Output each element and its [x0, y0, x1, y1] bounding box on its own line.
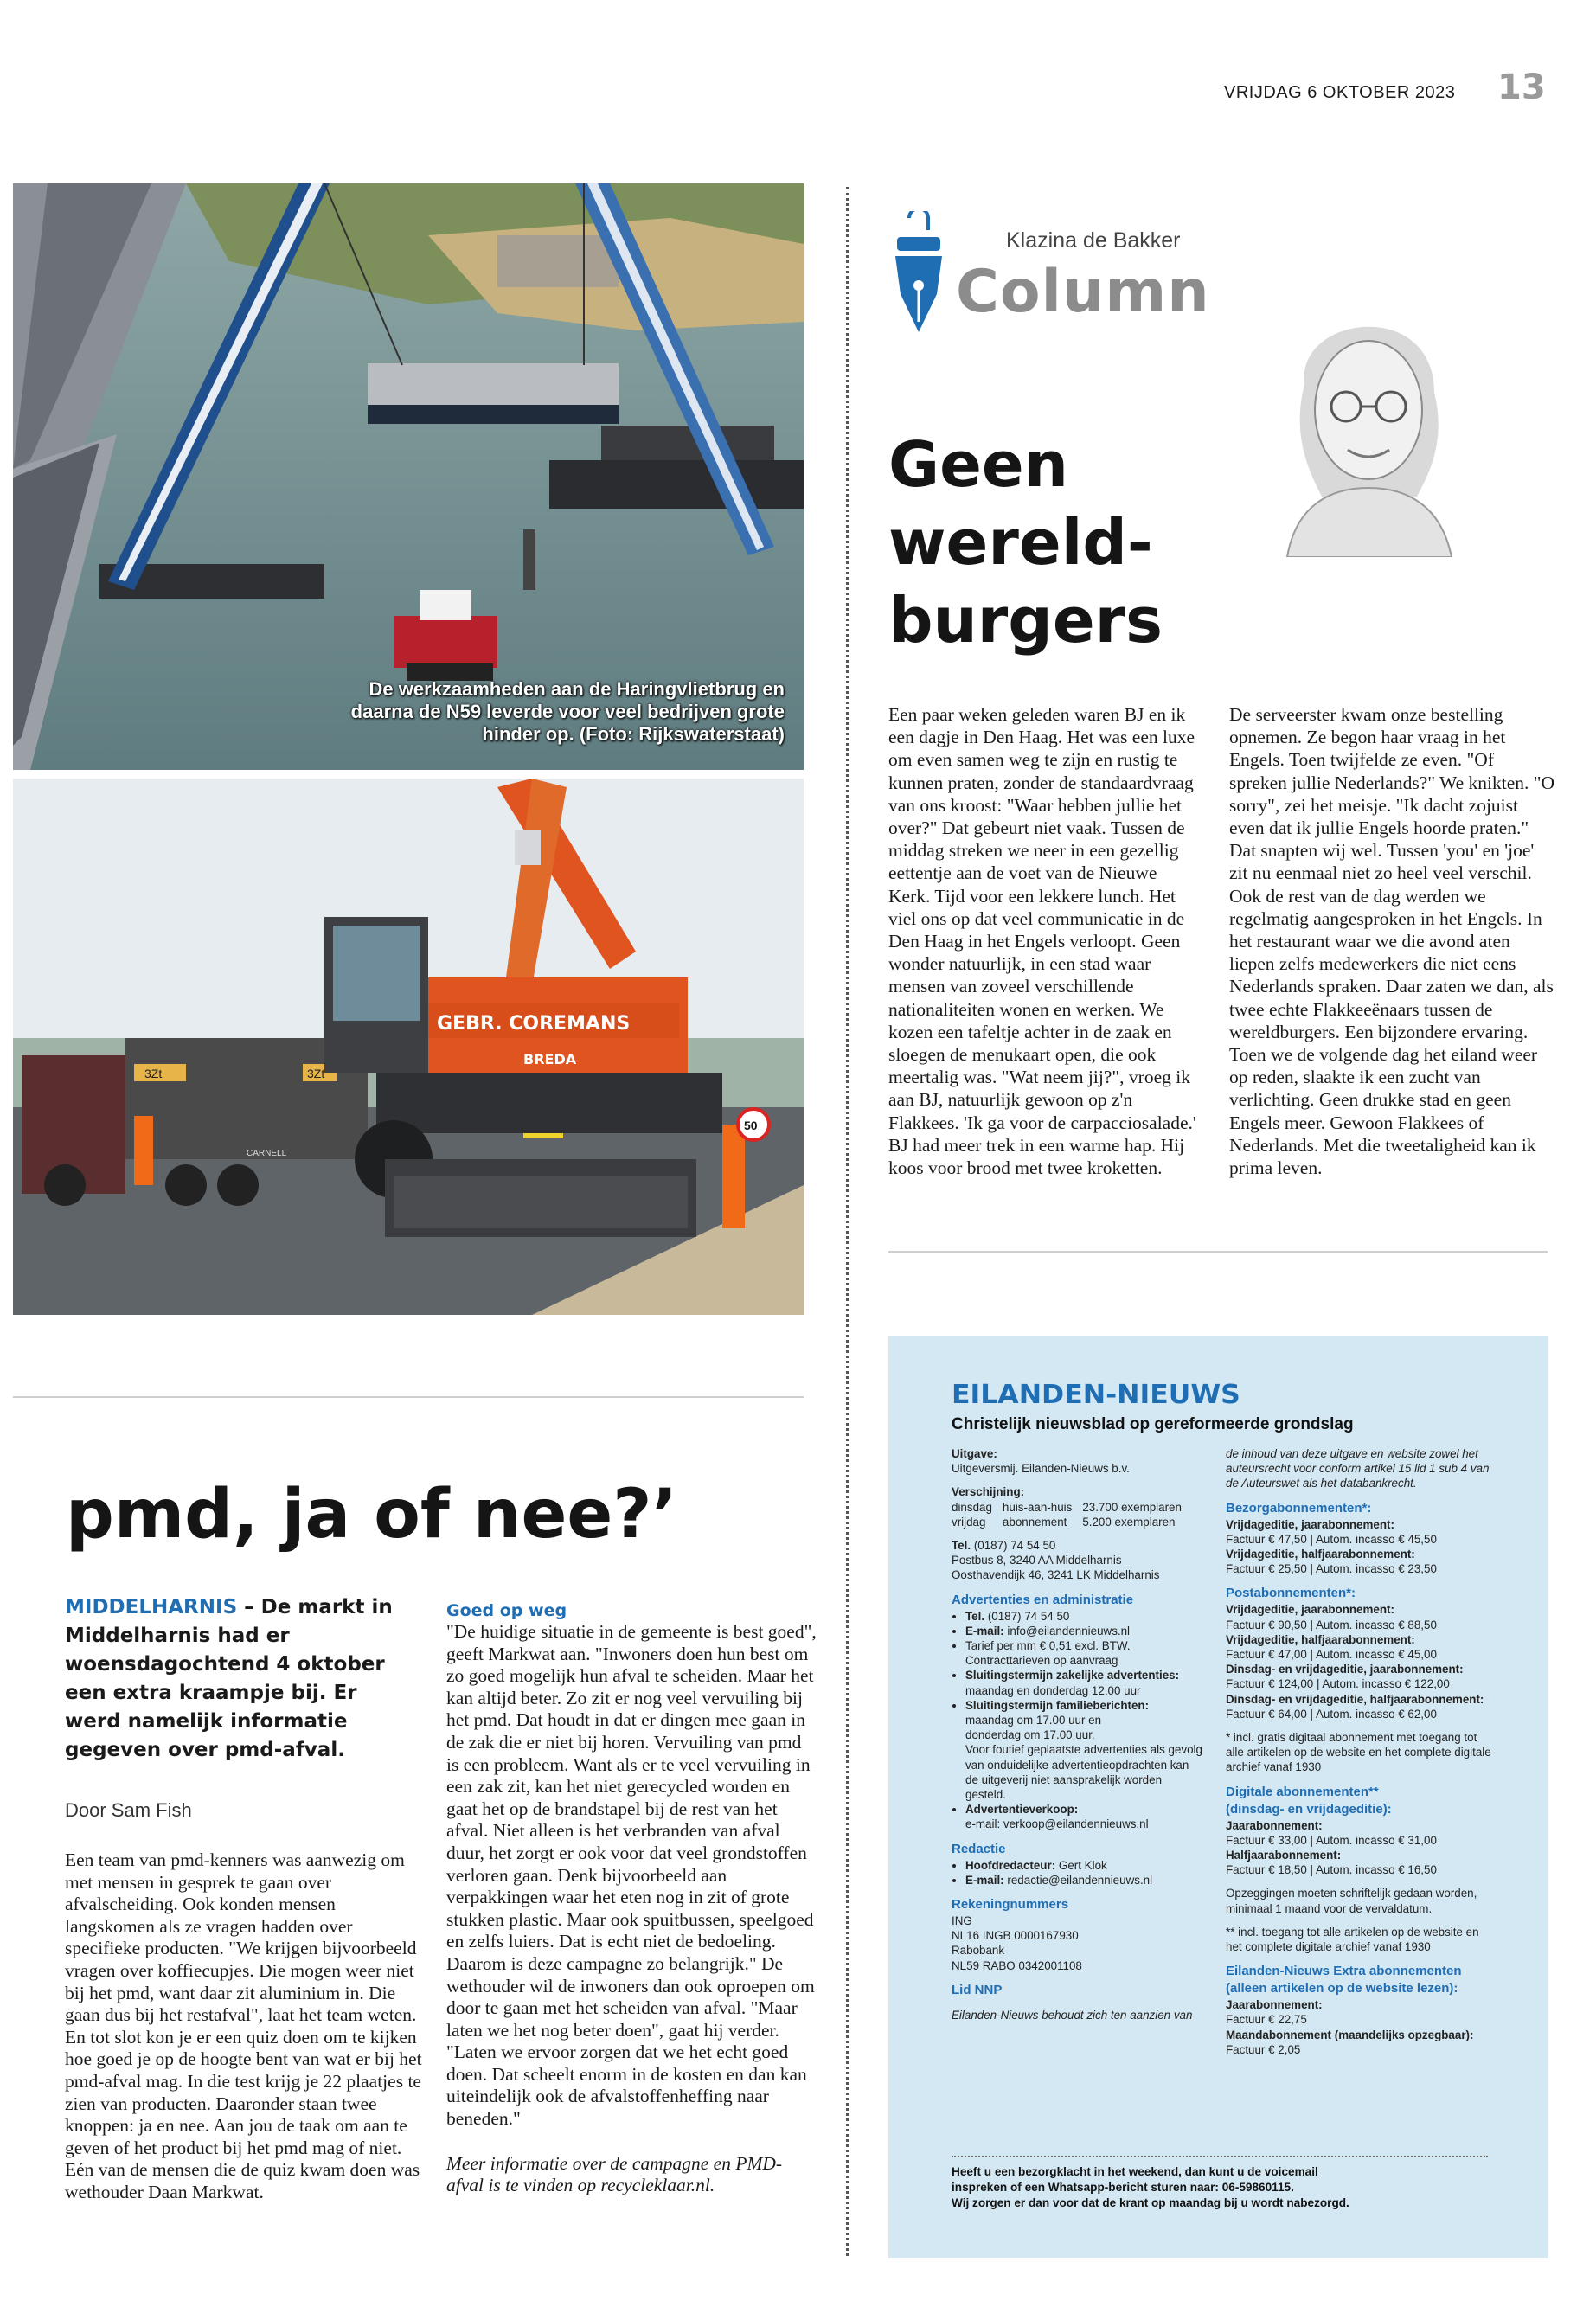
sub-label: Jaarabonnement: [1226, 1818, 1323, 1832]
newspaper-logo: EILANDEN-NIEUWS [952, 1380, 1240, 1410]
issue-date: VRIJDAG 6 OKTOBER 2023 [1224, 83, 1456, 102]
sub-price: Factuur € 90,50 | Autom. incasso € 88,50 [1226, 1618, 1437, 1631]
article-title: pmd, ja of nee?’ [66, 1476, 678, 1554]
colophon-box [888, 1336, 1548, 2258]
recht-start: Eilanden-Nieuws behoudt zich ten aanzien van [952, 2008, 1193, 2022]
article-subhead: Goed op weg [446, 1601, 567, 1620]
lead-place: MIDDELHARNIS [65, 1596, 238, 1618]
column-end-rule [888, 1251, 1548, 1253]
bezorg-heading: Bezorgabonnementen*: [1226, 1500, 1372, 1516]
tel-line: Tel. (0187) 74 54 50 [952, 1539, 1056, 1553]
article-byline: Door Sam Fish [65, 1799, 192, 1821]
digital-heading: Digitale abonnementen** [1226, 1784, 1379, 1799]
photo-caption: De werkzaamheden aan de Haringvlietbrug en daarna de N59 leverde voor veel bedrijven grote hinder op. (Foto: Rijkswaterstaat) [350, 678, 785, 745]
colophon-footer [952, 2156, 1488, 2211]
list-item: • Tel. (0187) 74 54 50 [965, 1609, 1202, 1624]
column-divider [846, 187, 849, 2256]
post-heading: Postabonnementen*: [1226, 1586, 1356, 1601]
article-paragraph: En tot slot kon je er een quiz doen om te kijken hoe goed je op de hoogte bent van wat er bij het pmd-afval mag. In die test krijg je 22 plaatjes te zien van producten. Daaronder staan twee knoppen: ja en nee. Aan jou de taak om aan te geven of het product bij het pmd mag of niet. Eén van de mensen die de quiz kwam doen was wethouder Daan Markwat. [65, 2026, 422, 2202]
sub-price: Factuur € 64,00 | Autom. incasso € 62,00 [1226, 1707, 1437, 1721]
newspaper-subtitle: Christelijk nieuwsblad op gereformeerde grondslag [952, 1415, 1354, 1433]
article-top-rule [13, 1396, 804, 1398]
article-column-2 [446, 1600, 817, 2197]
article-column-1 [65, 1849, 426, 2204]
article-lead [65, 1593, 411, 1765]
truck-sign-left: 3Zt [144, 1067, 163, 1080]
recht-rest: de inhoud van deze uitgave en website zowel het auteursrecht voor conform artikel 15 lid 1 sub 4 van de Auteurswet als het databankrecht. [1226, 1447, 1490, 1490]
column-author: Klazina de Bakker [1006, 228, 1181, 253]
sub-price: Factuur € 18,50 | Autom. incasso € 16,50 [1226, 1863, 1437, 1877]
column-title: Geen wereld-burgers [888, 428, 1163, 657]
opzeggen-note: Opzeggingen moeten schriftelijk gedaan worden, minimaal 1 maand voor de vervaldatum. [1226, 1887, 1477, 1915]
pen-icon [888, 211, 949, 341]
extra-heading: Eilanden-Nieuws Extra abonnementen [1226, 1964, 1462, 1979]
sub-label: Dinsdag- en vrijdageditie, halfjaarabonnement: [1226, 1692, 1484, 1706]
verschijning-label: Verschijning: [952, 1485, 1025, 1499]
uitgave: Uitgeversmij. Eilanden-Nieuws b.v. [952, 1462, 1130, 1476]
photo-excavator [13, 779, 804, 1315]
list-item: • Sluitingstermijn zakelijke advertenties: maandag en donderdag 12.00 uur [965, 1668, 1202, 1697]
rekening-line: NL16 INGB 0000167930 [952, 1929, 1079, 1943]
footnote-2: ** incl. toegang tot alle artikelen op de website en het complete digitale archief vanaf 1930 [1226, 1925, 1479, 1954]
sub-label: Halfjaarabonnement: [1226, 1849, 1342, 1862]
author-portrait [1253, 280, 1484, 557]
speed-sign: 50 [744, 1118, 758, 1132]
table-row: dinsdag huis-aan-huis 23.700 exemplaren [952, 1500, 1182, 1514]
column-label: Column [956, 258, 1210, 326]
column-text-right [1229, 703, 1556, 1179]
sub-label: Jaarabonnement: [1226, 1998, 1323, 2012]
sub-price: Factuur € 25,50 | Autom. incasso € 23,50 [1226, 1562, 1437, 1576]
list-item: • Hoofdredacteur: Gert Klok [965, 1858, 1202, 1873]
sub-price: Factuur € 124,00 | Autom. incasso € 122,00 [1226, 1677, 1450, 1691]
article-paragraph: "De huidige situatie in de gemeente is best goed", geeft Markwat aan. "Inwoners doen hun best om zo goed mogelijk hun afval te scheiden. Maar het kan altijd beter. Zo zit er nog veel vervuiling bij het pmd. Dat houdt in dat er dingen mee gaan in de zak die er niet bij horen. Vervuiling van pmd is een probleem. Want als er te veel vervuiling in een zak zit, kan het niet gerecycled worden en gaat het op de brandstapel bij de rest van het afval. Niet alleen is het verbranden van afval duur, het zorgt er ook voor dat veel grondstoffen verloren gaan. Denk bijvoorbeeld aan verpakkingen waar het eten nog in zit of grote stukken plastic. Maar ook spuitbussen, speelgoed en zelfs luiers. Dat is echt niet de bedoeling. Daarom is deze campagne zo belangrijk." De wethouder wil de inwoners dan ook oproepen om door te gaan met het scheiden van afval. "Maar laten we het nog beter doen", gaat hij verder. "Laten we ervoor zorgen dat we het echt goed doen. Dat scheelt enorm in de kosten en dan kan uiteindelijk ook de afvalstoffenheffing naar beneden." [446, 1621, 817, 2130]
list-item: • Sluitingstermijn familieberichten: maandag om 17.00 uur en donderdag om 17.00 uur. Voor foutief geplaatste advertenties als gevolg van onduidelijke advertentieopdrachten kan de uitgeverij niet aansprakelijk worden gesteld. [965, 1698, 1202, 1802]
excavator-brand: GEBR. COREMANS [437, 1013, 631, 1035]
sub-label: Vrijdageditie, jaarabonnement: [1226, 1603, 1394, 1617]
colophon-right [1226, 1446, 1494, 2057]
sub-label: Vrijdageditie, jaarabonnement: [1226, 1517, 1394, 1531]
rekening-line: NL59 RABO 0342001108 [952, 1958, 1082, 1972]
address-1: Postbus 8, 3240 AA Middelharnis [952, 1554, 1122, 1567]
sub-label: Dinsdag- en vrijdageditie, jaarabonnement: [1226, 1663, 1464, 1676]
column-paragraph: De serveerster kwam onze bestelling opnemen. Ze begon haar vraag in het Engels. Toen twijfelde ze even. "Of spreken jullie Nederlands?" We knikten. "O sorry", zei het meisje. "Ik dacht zojuist even dat ik jullie Engels hoorde praten." Dat snapten wij wel. Tussen 'you' en 'joe' zit nu eenmaal niet zo heel veel verschil. Ook de rest van de dag werden we regelmatig aangesproken in het Engels. In het restaurant waar we die avond aten liepen zelfs medewerkers die niet eens Nederlands spraken. Daar zaten we dan, als twee echte Flakkeeënaars tussen de wereldburgers. Een bijzondere ervaring. Toen we de volgende dag het eiland weer op reden, slaakte ik een zucht van verlichting. Geen drukke stad en geen Engels meer. Gewoon Flakkees of Nederlands. Met die tweetaligheid kan ik prima leven. [1229, 704, 1555, 1179]
excavator-city: BREDA [523, 1051, 577, 1067]
table-row: vrijdag abonnement 5.200 exemplaren [952, 1515, 1176, 1529]
sub-label: Vrijdageditie, halfjaarabonnement: [1226, 1548, 1415, 1561]
article-note: Meer informatie over de campagne en PMD-afval is te vinden op recycleklaar.nl. [446, 2152, 783, 2196]
colophon-left [952, 1446, 1202, 2022]
footer-line: Wij zorgen er dan voor dat de krant op maandag bij u wordt nabezorgd. [952, 2196, 1349, 2209]
sub-price: Factuur € 47,50 | Autom. incasso € 45,50 [1226, 1532, 1437, 1546]
article-paragraph: Een team van pmd-kenners was aanwezig om met mensen in gesprek te gaan over afvalscheiding. Ook konden mensen langskomen als ze vragen hadden over specifieke producten. "We krijgen bijvoorbeeld vragen over koffiecupjes. Die mogen weer niet bij het pmd, want daar zit aluminium in. Die gaan dus bij het restafval", laat het team weten. [65, 1849, 417, 2026]
truck-sign-right: 3Zt [307, 1067, 325, 1080]
sub-price: Factuur € 2,05 [1226, 2042, 1301, 2056]
list-item: • E-mail: redactie@eilandennieuws.nl [965, 1873, 1202, 1888]
sub-label: Vrijdageditie, halfjaarabonnement: [1226, 1632, 1415, 1646]
address-2: Oosthavendijk 46, 3241 LK Middelharnis [952, 1568, 1160, 1582]
extra-heading-2: (alleen artikelen op de website lezen): [1226, 1981, 1458, 1997]
list-item: • Advertentieverkoop: e-mail: verkoop@eilandennieuws.nl [965, 1802, 1202, 1831]
footnote-1: * incl. gratis digitaal abonnement met toegang tot alle artikelen op de website en het complete digitale archief vanaf 1930 [1226, 1731, 1491, 1774]
list-item: • E-mail: info@eilandennieuws.nl [965, 1624, 1202, 1638]
column-text-left [888, 703, 1202, 1179]
verschijning-table [952, 1500, 1192, 1529]
column-paragraph: Een paar weken geleden waren BJ en ik een dagje in Den Haag. Het was een luxe om even samen weg te zijn en rustig te kunnen praten, zonder de standaardvraag van ons kroost: "Waar hebben jullie het over?" Dat gebeurt niet vaak. Tussen de middag streken we neer in een gezellig eettentje aan de voet van de Nieuwe Kerk. Tijd voor een lekkere lunch. Het viel ons op dat veel communicatie in de Den Haag in het Engels verloopt. Geen wonder natuurlijk, in een stad waar mensen van zoveel verschillende nationaliteiten wonen en werken. We kozen een tafeltje achter in de zaak en sloegen de menukaart open, die ook meertalig was. "Wat neem jij?", vroeg ik aan BJ, natuurlijk gewoon op z'n Flakkees. 'Ik ga voor de carpacciosalade.' BJ had meer trek in een warme hap. Hij koos voor brood met twee kroketten. [888, 704, 1196, 1179]
truck-brand: CARNELL [247, 1149, 287, 1158]
nnp-heading: Lid NNP [952, 1982, 1003, 1997]
adv-list [952, 1609, 1202, 1832]
digital-heading-2: (dinsdag- en vrijdageditie): [1226, 1801, 1392, 1817]
page-number: 13 [1497, 67, 1546, 107]
rekening-line: ING [952, 1914, 972, 1928]
redactie-list [952, 1858, 1202, 1888]
uitgave-label: Uitgave: [952, 1447, 997, 1460]
redactie-heading: Redactie [952, 1841, 1006, 1856]
adv-heading: Advertenties en administratie [952, 1592, 1134, 1607]
list-item: • Tarief per mm € 0,51 excl. BTW. Contracttarieven op aanvraag [965, 1638, 1202, 1668]
footer-line: inspreken of een Whatsapp-bericht sturen naar: 06-59860115. [952, 2181, 1294, 2194]
rekening-heading: Rekeningnummers [952, 1897, 1069, 1913]
photo-haringvlietbrug [13, 183, 804, 770]
lead-text: – De markt in Middelharnis had er woensdagochtend 4 oktober een extra kraampje bij. Er werd namelijk informatie gegeven over pmd-afval. [65, 1596, 393, 1761]
sub-price: Factuur € 33,00 | Autom. incasso € 31,00 [1226, 1833, 1437, 1847]
sub-price: Factuur € 47,00 | Autom. incasso € 45,00 [1226, 1648, 1437, 1662]
sub-label: Maandabonnement (maandelijks opzegbaar): [1226, 2028, 1474, 2041]
rekening-line: Rabobank [952, 1944, 1005, 1958]
footer-line: Heeft u een bezorgklacht in het weekend, dan kunt u de voicemail [952, 2165, 1318, 2178]
sub-price: Factuur € 22,75 [1226, 2013, 1307, 2027]
